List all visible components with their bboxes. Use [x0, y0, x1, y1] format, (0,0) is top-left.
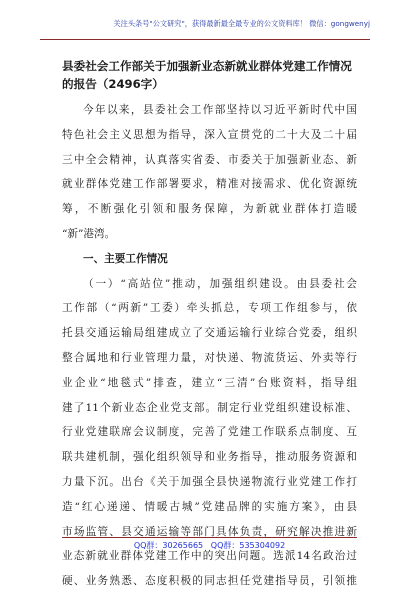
paragraph-line: 建了11个新业态企业党支部。制定行业党组织建设标准、 — [62, 401, 357, 414]
paragraph-line: 三中全会精神，认真落实省委、市委关于加强新业态、新 — [62, 153, 357, 166]
paragraph-line: （一）“高站位”推动，加强组织建设。由县委社会 — [83, 277, 357, 290]
paragraph-line: 整合属地和行业管理力量，对快递、物流货运、外卖等行 — [62, 351, 357, 364]
paragraph-line: 硬、业务熟悉、态度积极的同志担任党建指导员，引领推 — [62, 575, 357, 588]
paragraph-line: 行业党建联席会议制度，完善了党建工作联系点制度、互 — [62, 426, 357, 439]
title-line-2: 的报告（2496字） — [62, 77, 164, 91]
paragraph-line: 特色社会主义思想为指导，深入宣贯党的二十大及二十届 — [62, 128, 357, 141]
title-line-1: 县委社会工作部关于加强新业态新就业群体党建工作情况 — [62, 59, 352, 73]
paragraph-line: 业态新就业群体党建工作中的突出问题。选派14名政治过 — [62, 550, 357, 563]
paragraph-line: 联共建机制，强化组织领导和业务指导，推动服务资源和 — [62, 451, 357, 464]
page-header — [40, 18, 370, 40]
paragraph-line: 就业群体党建工作部署要求，精准对接需求、优化资源统 — [62, 178, 357, 191]
header-promo-text: 关注头条号"公文研究"，获得最新最全最专业的公文资料库！ 微信：gongwenyj — [113, 19, 370, 28]
footer-qq-2: QQ群：535304092 — [210, 541, 286, 550]
paragraph-line: 业企业“地毯式”排查，建立“三清”台账资料，指导组 — [62, 376, 357, 389]
paragraph-line: 筹，不断强化引领和服务保障，为新就业群体打造暖 — [62, 203, 357, 216]
paragraph-line: 市场监管、县交通运输等部门具体负责，研究解决推进新 — [62, 525, 357, 538]
paragraph-line: 今年以来，县委社会工作部坚持以习近平新时代中国 — [83, 104, 357, 116]
paragraph-line: 托县交通运输局组建成立了交通运输行业综合党委，组织 — [62, 327, 357, 340]
footer-qq-groups — [62, 538, 357, 554]
footer-qq-1: QQ群：30265665 — [133, 541, 204, 550]
paragraph-line: 力量下沉。出台《关于加强全县快递物流行业党建工作打 — [62, 475, 357, 488]
document-body — [62, 98, 357, 594]
paragraph-line: 工作部（“两新”工委）牵头抓总，专项工作组参与，依 — [62, 302, 357, 315]
page-footer — [62, 537, 357, 553]
section-heading: 一、主要工作情况 — [83, 252, 168, 265]
paragraph-line: “新”港湾。 — [62, 227, 116, 240]
paragraph-line: 造“红心递递、情暖古城”党建品牌的实施方案》，由县 — [62, 500, 357, 513]
document-title — [62, 57, 362, 93]
